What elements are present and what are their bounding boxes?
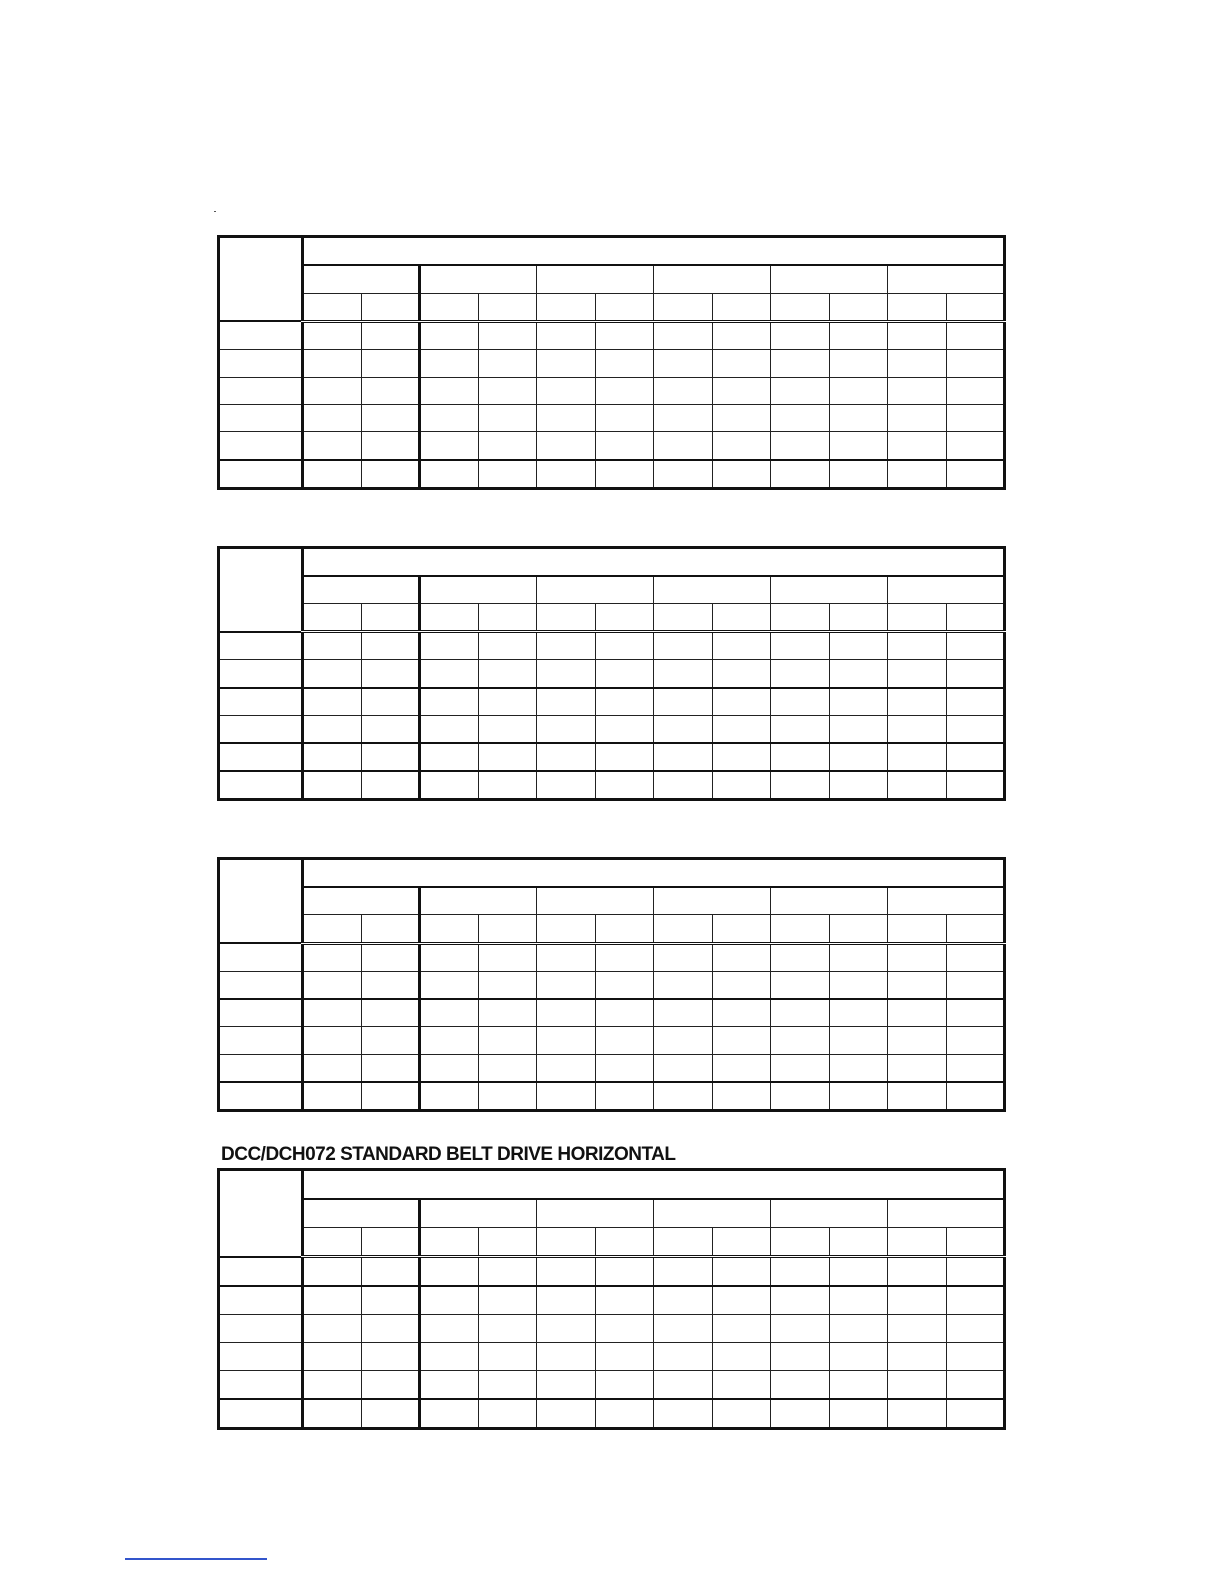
column-group-header <box>303 548 1005 577</box>
table-row <box>219 1054 1005 1082</box>
column-group-header <box>303 859 1005 888</box>
footer-rule <box>125 1558 267 1560</box>
table-row <box>219 321 1005 349</box>
table-row <box>219 660 1005 688</box>
table-row <box>219 943 1005 971</box>
table-row <box>219 1370 1005 1398</box>
performance-table-1 <box>217 235 1006 490</box>
table-row <box>219 1027 1005 1054</box>
table-row <box>219 1399 1005 1429</box>
row-header-corner <box>219 237 303 322</box>
table-row <box>219 350 1005 377</box>
table-row <box>219 460 1005 489</box>
table-row <box>219 999 1005 1027</box>
table-row <box>219 688 1005 716</box>
table-row <box>219 771 1005 800</box>
table-row <box>219 632 1005 660</box>
table-row <box>219 404 1005 431</box>
performance-table-2 <box>217 546 1006 801</box>
row-header-corner <box>219 1170 303 1257</box>
row-header-corner <box>219 859 303 944</box>
row-header-corner <box>219 548 303 632</box>
table-row <box>219 1315 1005 1343</box>
table-row <box>219 432 1005 460</box>
stray-mark <box>214 211 216 212</box>
table-row <box>219 715 1005 743</box>
table-row <box>219 1257 1005 1287</box>
section-title: DCC/DCH072 STANDARD BELT DRIVE HORIZONTAL <box>221 1144 676 1165</box>
column-group-header <box>303 237 1005 266</box>
column-group-header <box>303 1170 1005 1200</box>
table-row <box>219 1286 1005 1314</box>
table-row <box>219 743 1005 771</box>
table-row <box>219 377 1005 404</box>
table-row <box>219 1082 1005 1111</box>
table-row <box>219 1342 1005 1370</box>
performance-table-4 <box>217 1168 1006 1430</box>
table-row <box>219 971 1005 999</box>
performance-table-3 <box>217 857 1006 1112</box>
